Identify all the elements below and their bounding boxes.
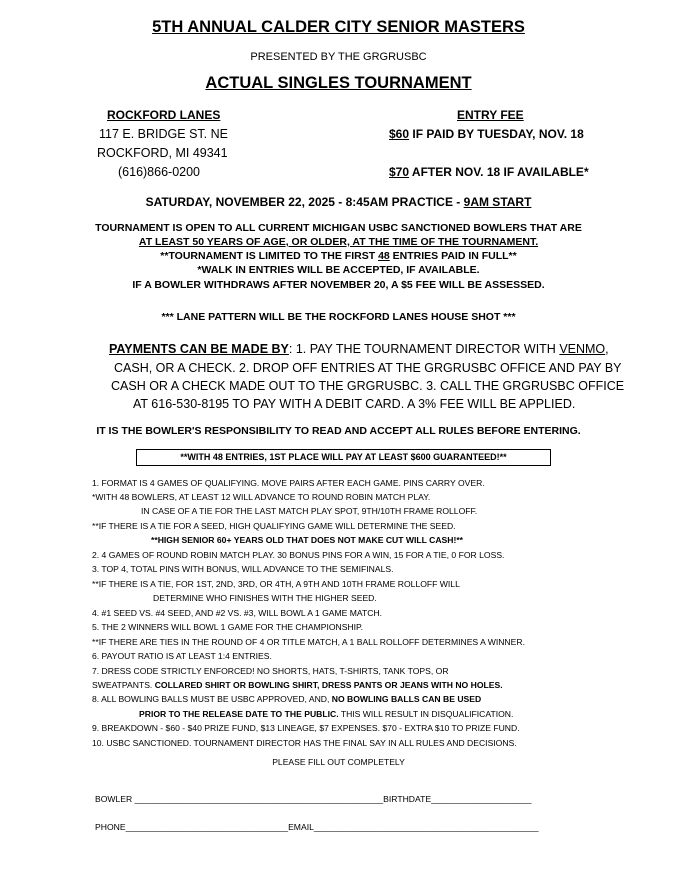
rule-1: 1. FORMAT IS 4 GAMES OF QUALIFYING. MOVE PAIRS AFTER EACH GAME. PINS CARRY OVER. <box>92 478 485 488</box>
birthdate-label: BIRTHDATE <box>383 794 432 804</box>
start-time: 9AM START <box>463 195 532 209</box>
form-instruction: PLEASE FILL OUT COMPLETELY <box>272 757 405 767</box>
rule-10: 10. USBC SANCTIONED. TOURNAMENT DIRECTOR HAS THE FINAL SAY IN ALL RULES AND DECISIONS. <box>92 738 517 748</box>
rule-6: 6. PAYOUT RATIO IS AT LEAST 1:4 ENTRIES. <box>92 651 272 661</box>
rule-5-rolloff: **IF THERE ARE TIES IN THE ROUND OF 4 OR TITLE MATCH, A 1 BALL ROLLOFF DETERMINES A WINNER. <box>92 637 525 647</box>
date-text: SATURDAY, NOVEMBER 22, 2025 - 8:45AM PRACTICE - <box>145 195 464 209</box>
venue-phone: (616)866-0200 <box>118 165 201 179</box>
payments-line-3: CASH OR A CHECK MADE OUT TO THE GRGRUSBC. 3. CALL THE GRGRUSBC OFFICE <box>111 379 625 393</box>
payments-text-1: : 1. PAY THE TOURNAMENT DIRECTOR WITH <box>288 342 560 356</box>
eligibility-line-1: TOURNAMENT IS OPEN TO ALL CURRENT MICHIGAN USBC SANCTIONED BOWLERS THAT ARE <box>95 222 582 234</box>
tournament-subtitle: ACTUAL SINGLES TOURNAMENT <box>205 74 472 92</box>
rule-8-release <box>139 709 513 719</box>
rule-1-high-senior: **HIGH SENIOR 60+ YEARS OLD THAT DOES NOT MAKE CUT WILL CASH!** <box>151 535 464 545</box>
rule-4: 4. #1 SEED VS. #4 SEED, AND #2 VS. #3, WILL BOWL A 1 GAME MATCH. <box>92 608 383 618</box>
early-fee-text: IF PAID BY TUESDAY, NOV. 18 <box>409 127 584 141</box>
rule-8-dq: THIS WILL RESULT IN DISQUALIFICATION. <box>338 709 514 719</box>
phone-field[interactable]: __________________________________ <box>125 822 289 832</box>
late-fee <box>389 165 589 179</box>
early-fee-amount: $60 <box>389 127 410 141</box>
guarantee-box <box>136 449 551 466</box>
lane-pattern-note: *** LANE PATTERN WILL BE THE ROCKFORD LANES HOUSE SHOT *** <box>161 311 516 323</box>
rule-7-dress <box>92 680 503 690</box>
guarantee-text: **WITH 48 ENTRIES, 1ST PLACE WILL PAY AT LEAST $600 GUARANTEED!** <box>180 452 507 462</box>
page-title: 5TH ANNUAL CALDER CITY SENIOR MASTERS <box>152 18 525 36</box>
email-field[interactable]: _______________________________________________ <box>313 822 539 832</box>
date-line <box>0 195 677 209</box>
limit-text-end: ENTRIES PAID IN FULL** <box>389 250 517 262</box>
limit-count: 48 <box>378 250 390 262</box>
late-fee-amount: $70 <box>389 165 410 179</box>
payments-heading: PAYMENTS CAN BE MADE BY <box>109 342 289 356</box>
payments-line-4: AT 616-530-8195 TO PAY WITH A DEBIT CARD. A 3% FEE WILL BE APPLIED. <box>133 397 576 411</box>
venmo-text: VENMO <box>559 342 606 356</box>
rule-7-required: COLLARED SHIRT OR BOWLING SHIRT, DRESS PANTS OR JEANS WITH NO HOLES. <box>154 680 503 690</box>
phone-label: PHONE <box>95 822 126 832</box>
presented-by: PRESENTED BY THE GRGRUSBC <box>250 51 427 63</box>
venue-name: ROCKFORD LANES <box>107 108 221 122</box>
walk-in-note: *WALK IN ENTRIES WILL BE ACCEPTED, IF AVAILABLE. <box>197 264 480 276</box>
rule-2: 2. 4 GAMES OF ROUND ROBIN MATCH PLAY. 30 BONUS PINS FOR A WIN, 15 FOR A TIE, 0 FOR LOSS. <box>92 550 505 560</box>
rule-3: 3. TOP 4, TOTAL PINS WITH BONUS, WILL ADVANCE TO THE SEMIFINALS. <box>92 564 394 574</box>
rule-7-sweatpants: SWEATPANTS. <box>92 680 155 690</box>
rule-7: 7. DRESS CODE STRICTLY ENFORCED! NO SHORTS, HATS, T-SHIRTS, TANK TOPS, OR <box>92 666 449 676</box>
entry-fee-heading: ENTRY FEE <box>457 108 524 122</box>
eligibility-line-3 <box>0 250 677 262</box>
bowler-row <box>95 794 531 804</box>
responsibility-note: IT IS THE BOWLER'S RESPONSIBILITY TO READ AND ACCEPT ALL RULES BEFORE ENTERING. <box>96 425 581 437</box>
eligibility-line-2: AT LEAST 50 YEARS OF AGE, OR OLDER, AT THE TIME OF THE TOURNAMENT. <box>138 236 539 248</box>
rule-1-tie: IN CASE OF A TIE FOR THE LAST MATCH PLAY SPOT, 9TH/10TH FRAME ROLLOFF. <box>141 506 478 516</box>
rule-8-release-bold: PRIOR TO THE RELEASE DATE TO THE PUBLIC. <box>139 709 339 719</box>
email-label: EMAIL <box>288 822 314 832</box>
rule-1-seed: **IF THERE IS A TIE FOR A SEED, HIGH QUALIFYING GAME WILL DETERMINE THE SEED. <box>92 521 456 531</box>
early-fee <box>389 127 584 141</box>
late-fee-text: AFTER NOV. 18 IF AVAILABLE* <box>409 165 589 179</box>
rule-8-text: 8. ALL BOWLING BALLS MUST BE USBC APPROVED, AND, <box>92 694 332 704</box>
rule-3-tie: **IF THERE IS A TIE, FOR 1ST, 2ND, 3RD, OR 4TH, A 9TH AND 10TH FRAME ROLLOFF WILL <box>92 579 460 589</box>
rule-3-seed: DETERMINE WHO FINISHES WITH THE HIGHER SEED. <box>153 593 377 603</box>
rule-1-advance: *WITH 48 BOWLERS, AT LEAST 12 WILL ADVANCE TO ROUND ROBIN MATCH PLAY. <box>92 492 431 502</box>
withdraw-fee-note: IF A BOWLER WITHDRAWS AFTER NOVEMBER 20, A $5 FEE WILL BE ASSESSED. <box>132 279 545 291</box>
rule-8 <box>92 694 481 704</box>
rule-9: 9. BREAKDOWN - $60 - $40 PRIZE FUND, $13 LINEAGE, $7 EXPENSES. $70 - EXTRA $10 TO PRIZE FUND. <box>92 723 520 733</box>
phone-row <box>95 822 539 832</box>
bowler-label: BOWLER <box>95 794 133 804</box>
limit-text: **TOURNAMENT IS LIMITED TO THE FIRST <box>160 250 379 262</box>
bowler-field[interactable]: ____________________________________________________ <box>134 794 384 804</box>
birthdate-field[interactable]: _____________________ <box>431 794 532 804</box>
venue-street: 117 E. BRIDGE ST. NE <box>99 127 228 141</box>
payments-line-1 <box>109 340 609 359</box>
payments-comma: , <box>605 342 609 356</box>
payments-line-2: CASH, OR A CHECK. 2. DROP OFF ENTRIES AT THE GRGRUSBC OFFICE AND PAY BY <box>114 361 622 375</box>
rule-8-bold: NO BOWLING BALLS CAN BE USED <box>331 694 482 704</box>
venue-city: ROCKFORD, MI 49341 <box>97 146 228 160</box>
rule-5: 5. THE 2 WINNERS WILL BOWL 1 GAME FOR THE CHAMPIONSHIP. <box>92 622 364 632</box>
